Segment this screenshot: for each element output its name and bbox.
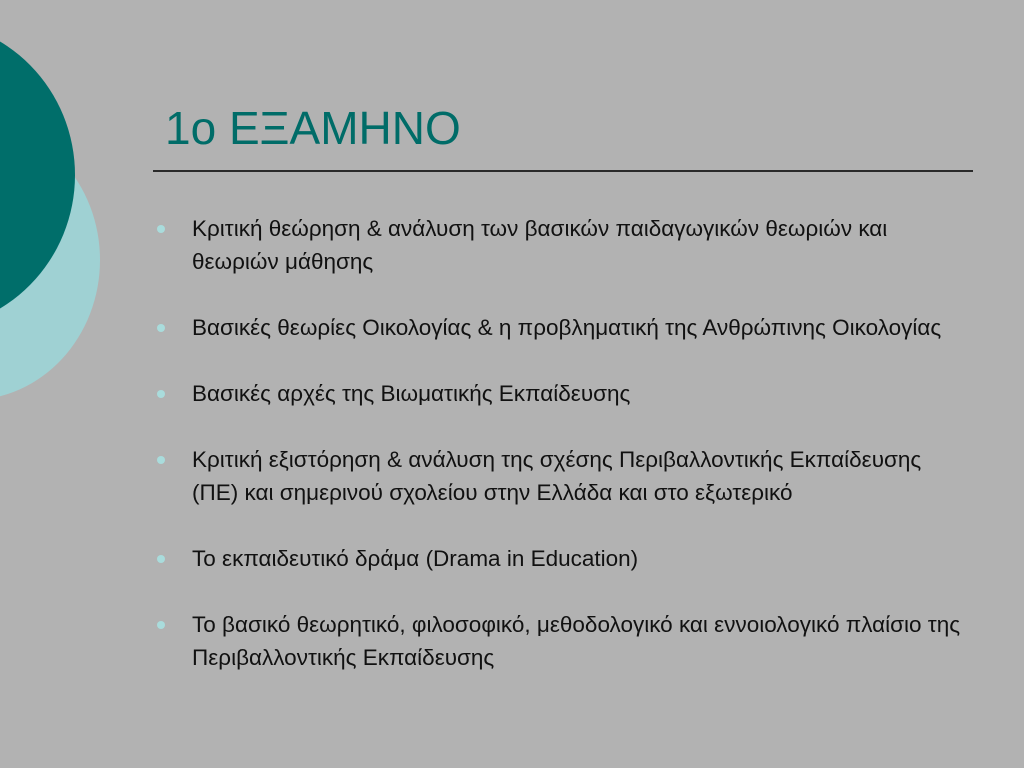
- slide-title: 1ο ΕΞΑΜΗΝΟ: [165, 102, 461, 154]
- bullet-item: [150, 377, 970, 410]
- bullet-dot-icon: [157, 225, 165, 233]
- bullet-dot-icon: [157, 390, 165, 398]
- bullet-dot-icon: [157, 324, 165, 332]
- bullet-item: [150, 311, 970, 344]
- bullet-dot-icon: [157, 621, 165, 629]
- bullet-text: Βασικές αρχές της Βιωματικής Εκπαίδευσης: [192, 381, 631, 406]
- bullet-item: [150, 212, 970, 278]
- bullet-list: [150, 212, 970, 707]
- bullet-dot-icon: [157, 555, 165, 563]
- bullet-item: [150, 608, 970, 674]
- bullet-text: Βασικές θεωρίες Οικολογίας & η προβληματική της Ανθρώπινης Οικολογίας: [192, 315, 942, 340]
- bullet-dot-icon: [157, 456, 165, 464]
- bullet-text: Το εκπαιδευτικό δράμα (Drama in Education): [192, 546, 639, 571]
- bullet-text: Το βασικό θεωρητικό, φιλοσοφικό, μεθοδολογικό και εννοιολογικό πλαίσιο της Περιβαλλοντικής Εκπαίδευσης: [192, 612, 961, 670]
- bullet-item: [150, 542, 970, 575]
- title-divider: [153, 170, 973, 172]
- bullet-text: Κριτική θεώρηση & ανάλυση των βασικών παιδαγωγικών θεωριών και θεωριών μάθησης: [192, 216, 888, 274]
- bullet-item: [150, 443, 970, 509]
- bullet-text: Κριτική εξιστόρηση & ανάλυση της σχέσης Περιβαλλοντικής Εκπαίδευσης (ΠΕ) και σημερινού σχολείου στην Ελλάδα και στο εξωτερικό: [192, 447, 922, 505]
